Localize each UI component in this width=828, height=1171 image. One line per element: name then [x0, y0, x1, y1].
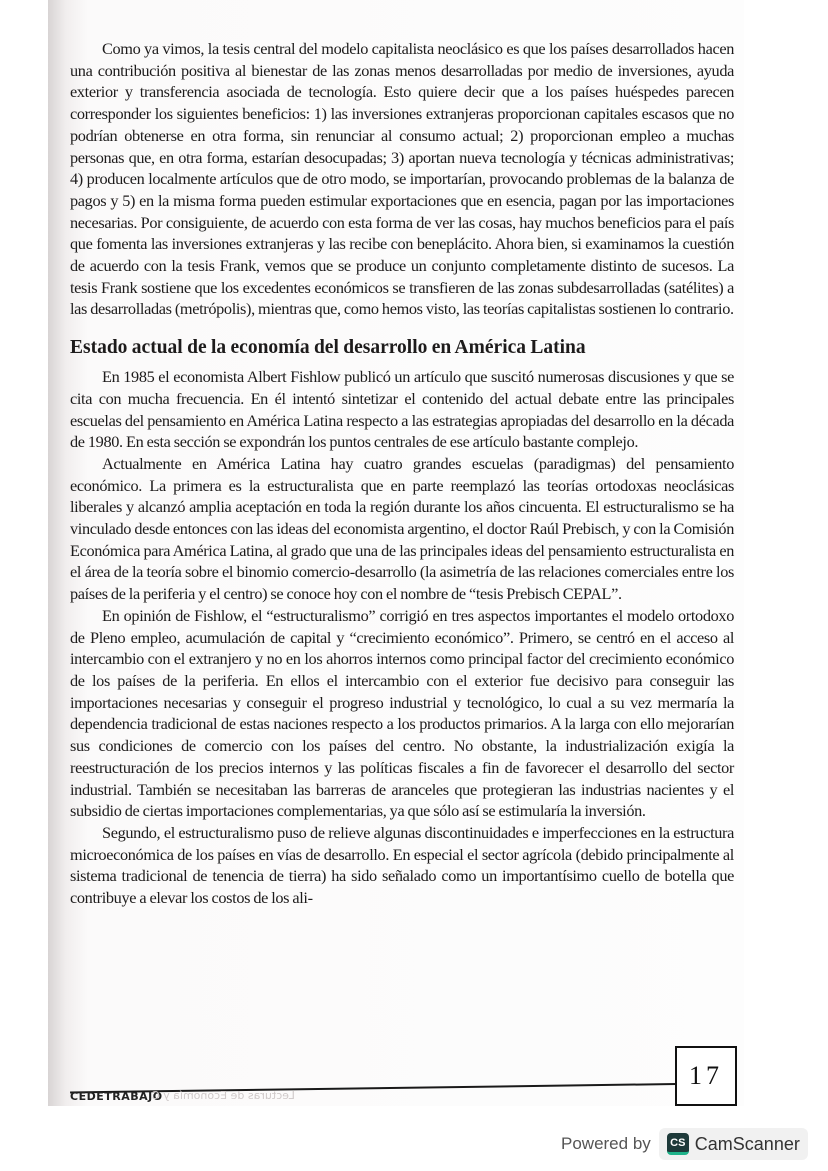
- powered-by-label: Powered by: [561, 1134, 651, 1153]
- paragraph: Actualmente en América Latina hay cuatro grandes escuelas (paradigmas) del pensamiento económico. La primera es la estructuralista que en parte reemplazó las teorías ortodoxas neoclásicas liberales y alcanzó amplia aceptación en toda la región durante los años cincuenta. El estructuralismo se ha vinculado desde entonces con las ideas del economista argentino, el doctor Raúl Prebisch, y con la Comisión Económica para América Latina, al grado que una de las principales ideas del pensamiento estructuralista en el área de la teoría sobre el binomio comercio-desarrollo (la asimetría de las relaciones comerciales entre los países de la periferia y el centro) se conoce hoy con el nombre de “tesis Prebisch CEPAL”.: [70, 453, 734, 604]
- paragraph: En opinión de Fishlow, el “estructuralismo” corrigió en tres aspectos importantes el modelo ortodoxo de Pleno empleo, acumulación de capital y “crecimiento económico”. Primero, se centró en el acceso al intercambio con el extranjero y no en los ahorros internos como principal factor del crecimiento económico de los países de la periferia. En ellos el intercambio con el exterior fue decisivo para conseguir las importaciones necesarias y conseguir el progreso industrial y tecnológico, lo cual a su vez mermaría la dependencia tradicional de estas naciones respecto a los productos primarios. A la larga con ello mejorarían sus condiciones de comercio con los países del centro. No obstante, la industrialización exigía la reestructuración de los precios internos y las políticas fiscales a fin de favorecer el desarrollo del sector industrial. También se necesitaban las barreras de aranceles que protegieran las industrias nacientes y el subsidio de ciertas importaciones complementarias, ya que sólo así se estimularía la inversión.: [70, 605, 734, 821]
- page-number: 17: [675, 1046, 737, 1106]
- footer-brand: CEDETRABAJO: [70, 1090, 163, 1103]
- paragraph: Como ya vimos, la tesis central del modelo capitalista neoclásico es que los países desarrollados hacen una contribución positiva al bienestar de las zonas menos desarrolladas por medio de inversiones, ayuda exterior y transferencia asociada de tecnología. Esto quiere decir que a los países huéspedes parecen corresponder los siguientes beneficios: 1) las inversiones extranjeras proporcionan capitales escasos que no podrían obtenerse en otra forma, sin renunciar al consumo actual; 2) proporcionan empleo a muchas personas que, en otra forma, estarían desocupadas; 3) aportan nueva tecnología y técnicas administrativas; 4) producen localmente artículos que de otro modo, se importarían, provocando problemas de la balanza de pagos y 5) en la misma forma pueden estimular exportaciones que en esencia, pagan por las importaciones necesarias. Por consiguiente, de acuerdo con esta forma de ver las cosas, hay muchos beneficios para el país que fomenta las inversiones extranjeras y las recibe con beneplácito. Ahora bien, si examinamos la cuestión de acuerdo con la tesis Frank, vemos que se produce un conjunto completamente distinto de sucesos. La tesis Frank sostiene que los excedentes económicos se transfieren de las zonas subdesarrolladas (satélites) a las desarrolladas (metrópolis), mientras que, como hemos visto, las teorías capitalistas sostienen lo contrario.: [70, 39, 734, 319]
- camscanner-watermark: [561, 1128, 808, 1160]
- footer-bleed-through-text: Lecturas de Economía y C: [152, 1089, 295, 1102]
- camscanner-logo-icon: CS: [667, 1133, 689, 1155]
- document-body: [70, 38, 734, 909]
- camscanner-name: CamScanner: [694, 1133, 800, 1154]
- paragraph: Segundo, el estructuralismo puso de relieve algunas discontinuidades e imperfecciones en la estructura microeconómica de los países en vías de desarrollo. En especial el sector agrícola (debido principalmente al sistema tradicional de tenencia de tierra) ha sido señalado como un importantísimo cuello de botella que contribuye a elevar los costos de los ali-: [70, 822, 734, 908]
- camscanner-badge: [659, 1128, 808, 1160]
- paragraph: En 1985 el economista Albert Fishlow publicó un artículo que suscitó numerosas discusiones y que se cita con mucha frecuencia. En él intentó sintetizar el contenido del actual debate entre las principales escuelas del pensamiento en América Latina respecto a las estrategias apropiadas del desarrollo en la década de 1980. En esta sección se expondrán los puntos centrales de ese artículo bastante complejo.: [70, 367, 734, 452]
- section-heading: Estado actual de la economía del desarrollo en América Latina: [70, 337, 586, 359]
